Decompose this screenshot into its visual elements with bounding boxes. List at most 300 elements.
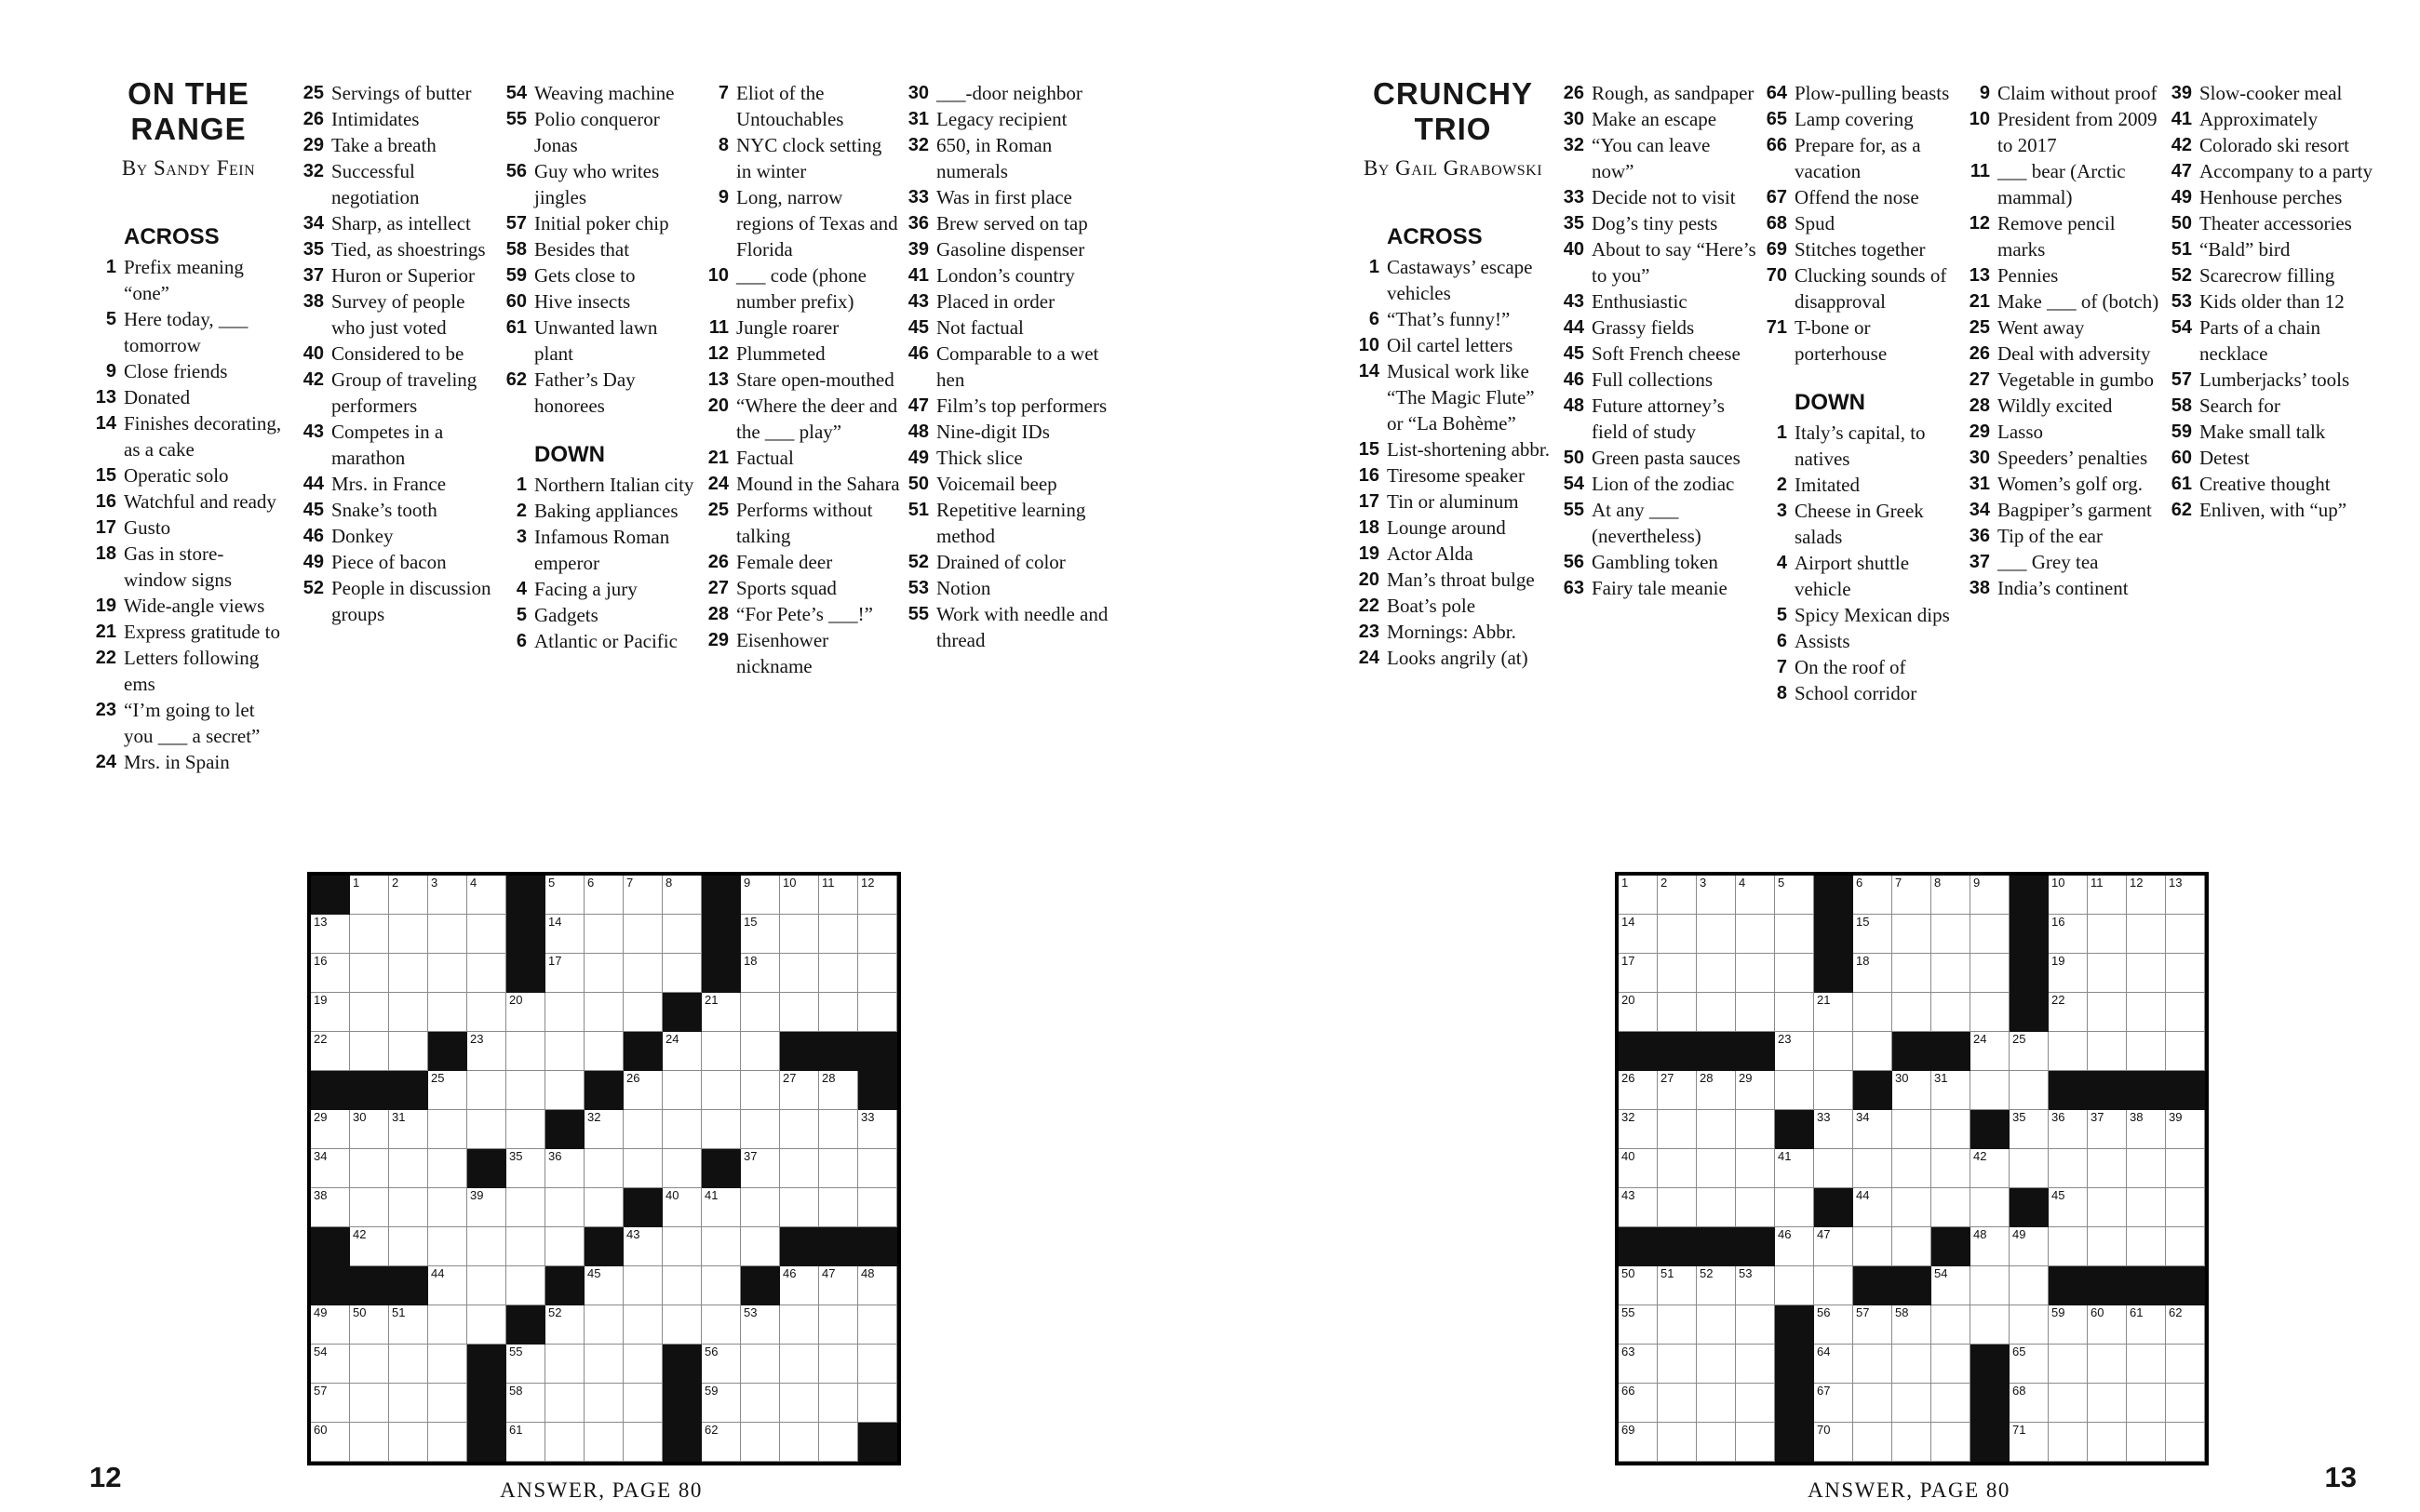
grid-cell-number: 57 bbox=[314, 1384, 328, 1398]
grid-cell bbox=[1892, 876, 1931, 915]
page-number: 12 bbox=[89, 1461, 122, 1493]
grid-cell bbox=[585, 993, 624, 1032]
clue-text: Successful negotiation bbox=[331, 160, 420, 208]
grid-cell bbox=[1619, 1110, 1658, 1149]
grid-cell bbox=[389, 915, 428, 954]
grid-cell bbox=[2166, 876, 2205, 915]
grid-cell-black bbox=[350, 1266, 389, 1305]
clue-number: 31 bbox=[1969, 474, 1990, 494]
clue-item bbox=[701, 132, 901, 184]
grid-cell bbox=[1853, 1188, 1892, 1227]
clue-item bbox=[296, 419, 493, 471]
grid-cell-black bbox=[1775, 1423, 1814, 1462]
grid-cell-number: 35 bbox=[509, 1149, 523, 1163]
grid-cell-number: 43 bbox=[626, 1227, 640, 1241]
puzzle-byline: By Gail Grabowski bbox=[1363, 156, 1543, 180]
clue-text: Thick slice bbox=[936, 447, 1023, 469]
clue-number: 35 bbox=[1563, 213, 1584, 234]
grid-cell-number: 17 bbox=[548, 954, 562, 968]
clue-text: “You can leave now” bbox=[1592, 134, 1711, 182]
clue-item bbox=[499, 602, 699, 628]
grid-cell bbox=[1736, 1384, 1775, 1423]
clue-text: Soft French cheese bbox=[1592, 342, 1741, 365]
clue-item bbox=[1962, 523, 2165, 549]
grid-cell bbox=[1892, 1227, 1931, 1266]
grid-cell-black bbox=[2166, 1266, 2205, 1305]
clue-number: 57 bbox=[505, 213, 527, 234]
clue-item bbox=[2164, 288, 2380, 314]
grid-cell-number: 38 bbox=[2130, 1110, 2144, 1124]
grid-cell-number: 44 bbox=[1856, 1188, 1870, 1202]
grid-cell bbox=[2049, 1227, 2088, 1266]
clue-text: NYC clock setting in winter bbox=[736, 134, 882, 182]
clue-item bbox=[2164, 106, 2380, 132]
grid-cell bbox=[428, 954, 467, 993]
grid-cell-number: 57 bbox=[1856, 1305, 1870, 1319]
clue-item bbox=[88, 358, 286, 384]
clue-number: 51 bbox=[2171, 239, 2192, 260]
grid-cell-black bbox=[2049, 1266, 2088, 1305]
clue-item bbox=[88, 384, 286, 410]
clue-item bbox=[499, 314, 699, 367]
clue-text: Fairy tale meanie bbox=[1592, 577, 1728, 599]
grid-cell-black bbox=[311, 1071, 350, 1110]
clue-number: 42 bbox=[2171, 135, 2192, 155]
clue-text: Airport shuttle vehicle bbox=[1795, 552, 1910, 600]
clue-text: Group of traveling performers bbox=[331, 368, 477, 417]
clue-item bbox=[1759, 106, 1959, 132]
answer-reference: ANSWER, PAGE 80 bbox=[500, 1479, 703, 1502]
clue-item bbox=[1962, 262, 2165, 288]
grid-cell-black bbox=[350, 1071, 389, 1110]
grid-cell bbox=[624, 993, 663, 1032]
grid-cell bbox=[1853, 1227, 1892, 1266]
clue-number: 40 bbox=[1563, 239, 1584, 260]
grid-cell-number: 54 bbox=[314, 1345, 328, 1358]
grid-cell-number: 38 bbox=[314, 1188, 328, 1202]
grid-cell bbox=[1619, 1305, 1658, 1345]
clue-text: Enliven, with “up” bbox=[2199, 499, 2347, 521]
clue-item bbox=[901, 132, 1109, 184]
grid-cell bbox=[1658, 1384, 1697, 1423]
grid-cell-black bbox=[1970, 1345, 2010, 1384]
clue-number: 41 bbox=[908, 265, 929, 286]
grid-cell-black bbox=[506, 876, 545, 915]
grid-cell bbox=[2127, 876, 2166, 915]
grid-cell-number: 59 bbox=[2051, 1305, 2065, 1319]
grid-cell bbox=[311, 1032, 350, 1071]
clue-number: 34 bbox=[302, 213, 324, 234]
clue-number: 50 bbox=[908, 474, 929, 494]
clue-item bbox=[2164, 393, 2380, 419]
grid-cell-number: 37 bbox=[2091, 1110, 2104, 1124]
grid-cell bbox=[585, 1423, 624, 1462]
grid-cell bbox=[1814, 1032, 1853, 1071]
grid-cell bbox=[389, 1149, 428, 1188]
grid-cell bbox=[1970, 1305, 2010, 1345]
grid-cell-number: 8 bbox=[1934, 876, 1942, 890]
grid-cell-number: 26 bbox=[1621, 1071, 1635, 1085]
grid-cell bbox=[1970, 1032, 2010, 1071]
grid-cell bbox=[1736, 993, 1775, 1032]
grid-cell bbox=[780, 993, 819, 1032]
clue-item bbox=[901, 601, 1109, 653]
clue-number: 14 bbox=[95, 413, 116, 434]
clue-text: Female deer bbox=[736, 551, 833, 573]
clue-number: 18 bbox=[95, 543, 116, 564]
clue-number: 54 bbox=[505, 83, 527, 103]
grid-cell bbox=[741, 1071, 780, 1110]
clue-number: 9 bbox=[718, 187, 729, 207]
grid-cell bbox=[1892, 1149, 1931, 1188]
grid-cell bbox=[545, 1305, 585, 1345]
clue-text: Creative thought bbox=[2199, 473, 2331, 495]
clue-item bbox=[1556, 288, 1756, 314]
grid-cell-number: 3 bbox=[1700, 876, 1707, 890]
grid-cell bbox=[2088, 1188, 2127, 1227]
clue-item bbox=[901, 184, 1109, 210]
clue-number: 55 bbox=[505, 109, 527, 129]
clue-number: 46 bbox=[1563, 369, 1584, 390]
grid-cell bbox=[389, 1384, 428, 1423]
grid-cell bbox=[2088, 1149, 2127, 1188]
clue-number: 20 bbox=[1358, 569, 1379, 590]
clue-item bbox=[296, 549, 493, 575]
clue-item bbox=[1962, 497, 2165, 523]
grid-cell bbox=[350, 993, 389, 1032]
clue-text: Castaways’ escape vehicles bbox=[1387, 256, 1533, 304]
clue-text: Tiresome speaker bbox=[1387, 464, 1525, 487]
grid-cell bbox=[311, 954, 350, 993]
grid-cell-number: 18 bbox=[1856, 954, 1870, 968]
grid-cell-black bbox=[2127, 1266, 2166, 1305]
clue-item bbox=[901, 314, 1109, 341]
grid-cell bbox=[1970, 1227, 2010, 1266]
grid-cell-black bbox=[702, 1149, 741, 1188]
grid-cell bbox=[858, 1188, 897, 1227]
clue-text: Rough, as sandpaper bbox=[1592, 82, 1754, 104]
grid-cell bbox=[545, 1227, 585, 1266]
grid-cell bbox=[1931, 876, 1970, 915]
grid-cell-number: 25 bbox=[2012, 1032, 2026, 1046]
clue-number: 50 bbox=[2171, 213, 2192, 234]
grid-cell bbox=[858, 915, 897, 954]
grid-cell bbox=[663, 954, 702, 993]
grid-cell bbox=[819, 1110, 858, 1149]
grid-cell bbox=[819, 954, 858, 993]
grid-cell bbox=[350, 1149, 389, 1188]
clue-text: ___-door neighbor bbox=[936, 82, 1082, 104]
grid-cell bbox=[428, 1149, 467, 1188]
clue-text: Unwanted lawn plant bbox=[534, 316, 658, 365]
clue-item bbox=[1759, 210, 1959, 236]
grid-cell-number: 11 bbox=[822, 876, 835, 890]
grid-cell bbox=[2127, 1305, 2166, 1345]
clue-text: Spicy Mexican dips bbox=[1795, 604, 1950, 626]
grid-cell bbox=[2088, 1032, 2127, 1071]
grid-cell-black bbox=[467, 1384, 506, 1423]
clue-item bbox=[701, 471, 901, 497]
grid-cell-number: 29 bbox=[1739, 1071, 1753, 1085]
clue-item bbox=[296, 575, 493, 627]
clue-item bbox=[1351, 358, 1552, 436]
grid-cell bbox=[311, 1305, 350, 1345]
grid-cell-black bbox=[1970, 1384, 2010, 1423]
clue-number: 33 bbox=[1563, 187, 1584, 207]
grid-cell bbox=[545, 954, 585, 993]
grid-cell bbox=[350, 876, 389, 915]
grid-cell bbox=[2049, 1423, 2088, 1462]
grid-cell bbox=[624, 1384, 663, 1423]
grid-cell bbox=[819, 993, 858, 1032]
clue-item bbox=[1351, 593, 1552, 619]
clue-number: 18 bbox=[1358, 517, 1379, 538]
grid-cell-number: 52 bbox=[1700, 1266, 1714, 1280]
clue-item bbox=[2164, 158, 2380, 184]
clue-item bbox=[901, 236, 1109, 262]
clue-item bbox=[499, 498, 699, 524]
grid-cell bbox=[389, 954, 428, 993]
clue-item bbox=[1556, 184, 1756, 210]
grid-cell-number: 34 bbox=[314, 1149, 328, 1163]
puzzle-title-line1: ON THE bbox=[128, 76, 249, 111]
grid-cell bbox=[1658, 876, 1697, 915]
grid-cell-black bbox=[467, 1149, 506, 1188]
grid-cell bbox=[1619, 1149, 1658, 1188]
clue-item bbox=[2164, 419, 2380, 445]
clue-item bbox=[701, 601, 901, 627]
puzzle-title-block bbox=[88, 76, 289, 181]
grid-cell bbox=[467, 876, 506, 915]
clue-number: 49 bbox=[2171, 187, 2192, 207]
grid-cell-number: 27 bbox=[783, 1071, 797, 1085]
clue-item bbox=[901, 393, 1109, 419]
grid-cell-number: 3 bbox=[431, 876, 438, 890]
clue-item bbox=[1759, 498, 1959, 550]
grid-cell bbox=[1853, 1149, 1892, 1188]
grid-cell bbox=[545, 915, 585, 954]
grid-cell-number: 67 bbox=[1817, 1384, 1831, 1398]
grid-cell bbox=[741, 876, 780, 915]
grid-cell bbox=[1619, 954, 1658, 993]
clue-text: Plummeted bbox=[736, 342, 826, 365]
grid-cell bbox=[663, 1071, 702, 1110]
clue-number: 44 bbox=[1563, 317, 1584, 338]
answer-reference: ANSWER, PAGE 80 bbox=[1808, 1479, 2010, 1502]
grid-cell bbox=[2127, 993, 2166, 1032]
clue-item bbox=[2164, 445, 2380, 471]
clue-number: 52 bbox=[908, 552, 929, 572]
clue-number: 65 bbox=[1766, 109, 1787, 129]
grid-cell-black bbox=[1736, 1032, 1775, 1071]
clue-text: Lamp covering bbox=[1795, 108, 1914, 130]
grid-cell-black bbox=[467, 1423, 506, 1462]
clue-text: Initial poker chip bbox=[534, 212, 669, 234]
grid-cell bbox=[311, 1384, 350, 1423]
grid-cell bbox=[780, 1384, 819, 1423]
grid-cell-number: 30 bbox=[353, 1110, 367, 1124]
clue-column-4 bbox=[1962, 80, 2165, 601]
clue-number: 58 bbox=[2171, 395, 2192, 416]
clue-text: Search for bbox=[2199, 395, 2280, 417]
clue-item bbox=[901, 497, 1109, 549]
clue-number: 55 bbox=[1563, 500, 1584, 520]
clue-text: Piece of bacon bbox=[331, 551, 447, 573]
grid-cell bbox=[350, 1423, 389, 1462]
clue-text: Slow-cooker meal bbox=[2199, 82, 2343, 104]
clue-item bbox=[901, 341, 1109, 393]
grid-cell-black bbox=[702, 876, 741, 915]
clue-item bbox=[2164, 471, 2380, 497]
grid-cell bbox=[2049, 1032, 2088, 1071]
clue-text: Brew served on tap bbox=[936, 212, 1088, 234]
clue-item bbox=[499, 576, 699, 602]
grid-cell bbox=[2049, 1345, 2088, 1384]
clue-text: Long, narrow regions of Texas and Florida bbox=[736, 186, 898, 261]
grid-cell-black bbox=[858, 1032, 897, 1071]
grid-cell-number: 60 bbox=[2091, 1305, 2104, 1319]
clue-text: Kids older than 12 bbox=[2199, 290, 2345, 313]
clue-number: 2 bbox=[1776, 475, 1787, 495]
grid-cell bbox=[1970, 915, 2010, 954]
grid-cell bbox=[1853, 954, 1892, 993]
section-header: ACROSS bbox=[124, 224, 220, 249]
grid-cell bbox=[624, 1345, 663, 1384]
clue-number: 52 bbox=[302, 578, 324, 598]
clue-number: 39 bbox=[2171, 83, 2192, 103]
clue-item bbox=[296, 262, 493, 288]
clue-item bbox=[701, 184, 901, 262]
grid-cell-black bbox=[1775, 1110, 1814, 1149]
clue-number: 64 bbox=[1766, 83, 1787, 103]
grid-cell bbox=[702, 993, 741, 1032]
clue-text: Besides that bbox=[534, 238, 630, 261]
clue-text: Prefix meaning “one” bbox=[124, 256, 244, 304]
clue-number: 36 bbox=[908, 213, 929, 234]
grid-cell bbox=[624, 1423, 663, 1462]
grid-cell bbox=[702, 1110, 741, 1149]
clue-number: 23 bbox=[1358, 622, 1379, 642]
clue-item bbox=[1962, 288, 2165, 314]
clue-item bbox=[296, 367, 493, 419]
grid-cell-black bbox=[1775, 1305, 1814, 1345]
grid-cell bbox=[1619, 876, 1658, 915]
grid-cell bbox=[702, 1227, 741, 1266]
clue-item bbox=[1556, 549, 1756, 575]
clue-item bbox=[2164, 262, 2380, 288]
clue-item bbox=[88, 410, 286, 462]
grid-cell bbox=[1892, 1384, 1931, 1423]
clue-text: Sharp, as intellect bbox=[331, 212, 471, 234]
grid-cell-black bbox=[1697, 1032, 1736, 1071]
grid-cell-number: 62 bbox=[2169, 1305, 2183, 1319]
grid-cell bbox=[702, 1423, 741, 1462]
grid-cell bbox=[350, 1305, 389, 1345]
clue-number: 71 bbox=[1766, 317, 1787, 338]
grid-cell bbox=[2166, 1384, 2205, 1423]
grid-cell-black bbox=[311, 1266, 350, 1305]
grid-cell-number: 20 bbox=[1621, 993, 1635, 1007]
grid-cell bbox=[585, 915, 624, 954]
grid-cell bbox=[702, 1071, 741, 1110]
clue-text: 650, in Roman numerals bbox=[936, 134, 1053, 182]
clue-item bbox=[88, 749, 286, 775]
grid-cell bbox=[1658, 993, 1697, 1032]
grid-cell bbox=[1619, 1188, 1658, 1227]
grid-cell-number: 7 bbox=[1895, 876, 1902, 890]
grid-cell bbox=[2127, 1384, 2166, 1423]
clue-number: 10 bbox=[1358, 335, 1379, 355]
grid-cell bbox=[858, 1149, 897, 1188]
grid-cell bbox=[1658, 1110, 1697, 1149]
clue-item bbox=[901, 288, 1109, 314]
clue-number: 41 bbox=[2171, 109, 2192, 129]
grid-cell-black bbox=[545, 1266, 585, 1305]
clue-number: 66 bbox=[1766, 135, 1787, 155]
clue-number: 20 bbox=[707, 395, 729, 416]
grid-cell bbox=[624, 1227, 663, 1266]
grid-cell-number: 16 bbox=[2051, 915, 2065, 929]
grid-cell bbox=[1658, 1071, 1697, 1110]
grid-cell-number: 35 bbox=[2012, 1110, 2026, 1124]
grid-cell-number: 12 bbox=[2130, 876, 2144, 890]
grid-cell bbox=[428, 876, 467, 915]
grid-cell-black bbox=[858, 1423, 897, 1462]
grid-cell bbox=[858, 993, 897, 1032]
section-header: DOWN bbox=[534, 442, 605, 467]
clue-number: 53 bbox=[908, 578, 929, 598]
clue-item bbox=[1759, 80, 1959, 106]
grid-cell-number: 58 bbox=[1895, 1305, 1909, 1319]
clue-text: Wide-angle views bbox=[124, 595, 265, 617]
clue-number: 9 bbox=[105, 361, 116, 381]
clue-number: 30 bbox=[908, 83, 929, 103]
grid-cell bbox=[545, 1423, 585, 1462]
grid-cell bbox=[1853, 1305, 1892, 1345]
grid-cell bbox=[350, 954, 389, 993]
grid-cell bbox=[741, 1188, 780, 1227]
grid-cell bbox=[545, 993, 585, 1032]
clue-text: Italy’s capital, to natives bbox=[1795, 421, 1926, 470]
grid-cell bbox=[1853, 1032, 1892, 1071]
grid-cell bbox=[1619, 915, 1658, 954]
clue-column-5 bbox=[901, 80, 1109, 653]
clue-item bbox=[499, 628, 699, 654]
clue-column-4 bbox=[701, 80, 901, 679]
grid-cell bbox=[858, 1110, 897, 1149]
grid-cell bbox=[819, 1305, 858, 1345]
clue-text: Intimidates bbox=[331, 108, 420, 130]
clue-number: 32 bbox=[908, 135, 929, 155]
grid-cell bbox=[858, 1266, 897, 1305]
clue-text: Mornings: Abbr. bbox=[1387, 621, 1516, 643]
grid-cell bbox=[2166, 1110, 2205, 1149]
grid-cell bbox=[1931, 993, 1970, 1032]
clue-item bbox=[701, 627, 901, 679]
grid-cell bbox=[1775, 1188, 1814, 1227]
clue-number: 46 bbox=[302, 526, 324, 546]
grid-cell bbox=[428, 1227, 467, 1266]
clue-number: 6 bbox=[1368, 309, 1379, 329]
grid-cell-black bbox=[1619, 1032, 1658, 1071]
clue-number: 29 bbox=[707, 630, 729, 650]
clue-text: Watchful and ready bbox=[124, 490, 276, 513]
grid-cell bbox=[1775, 1071, 1814, 1110]
clue-number: 5 bbox=[1776, 605, 1787, 625]
clue-column-1 bbox=[1351, 223, 1552, 671]
clue-number: 10 bbox=[707, 265, 729, 286]
clue-item bbox=[1351, 254, 1552, 306]
